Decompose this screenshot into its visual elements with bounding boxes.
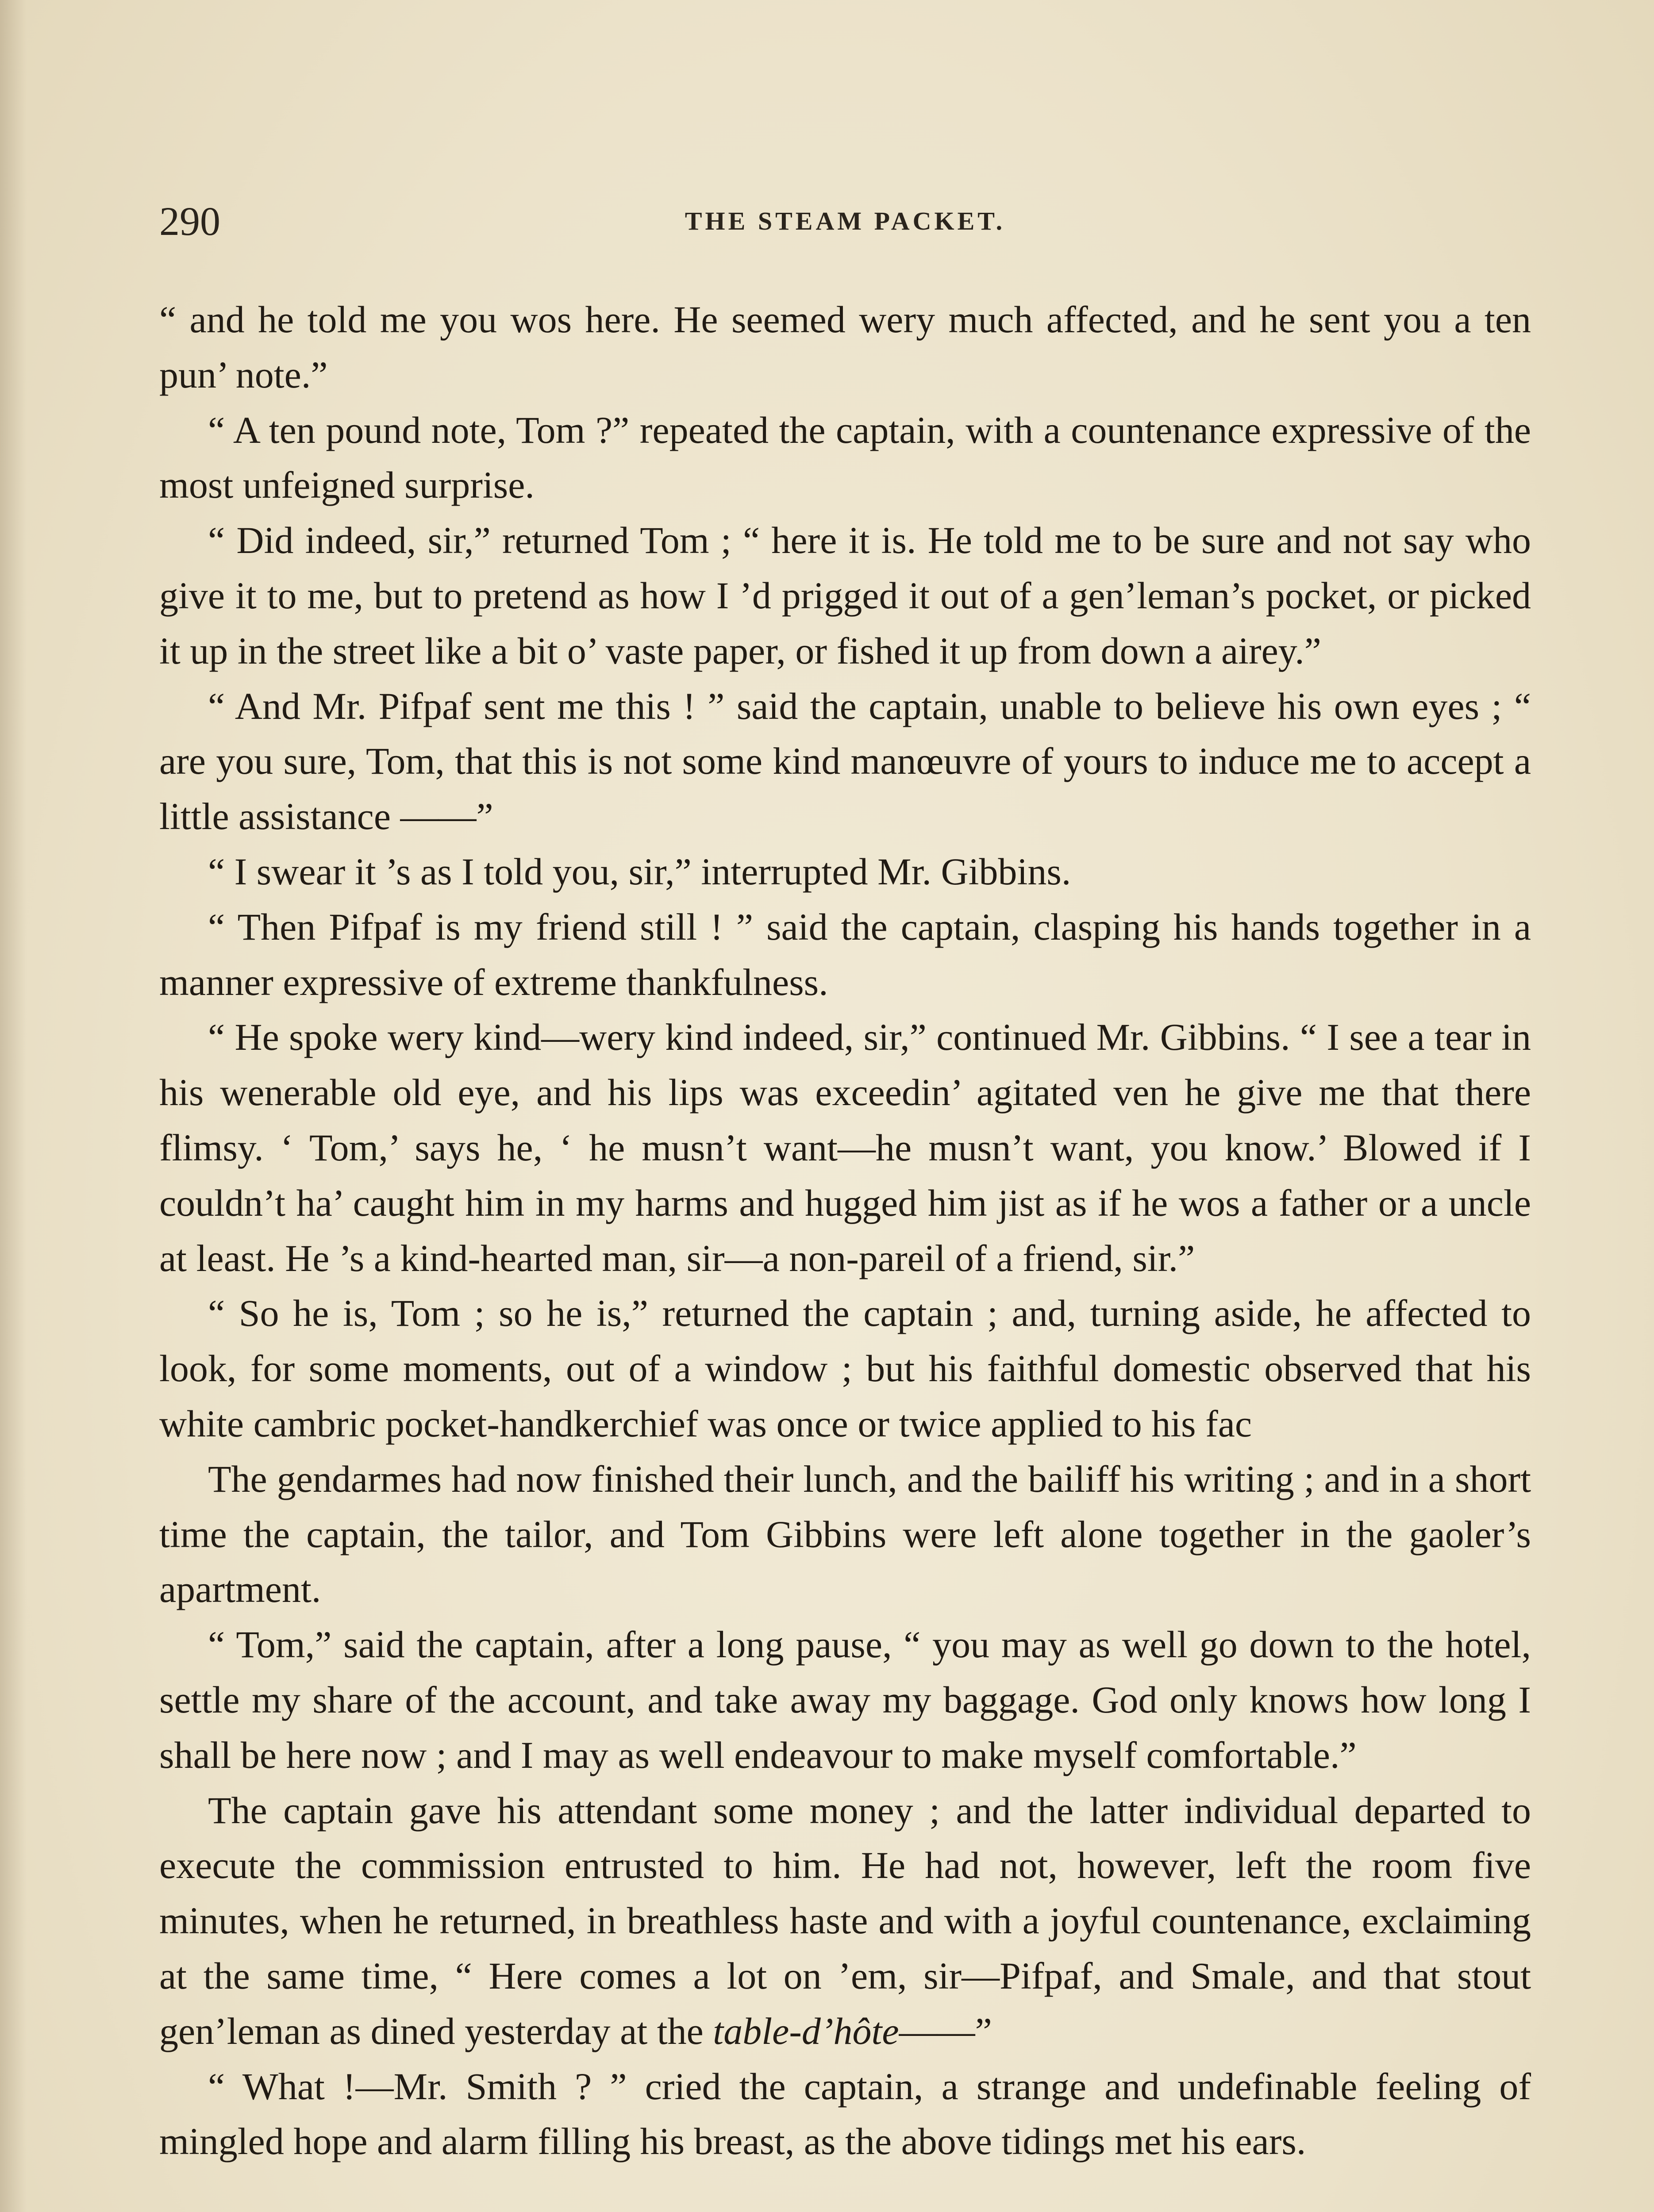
running-head [159,195,1531,248]
paragraph: “ What !—Mr. Smith ? ” cried the captain, a strange and undefinable feeling of mingled hope and alarm filling his breast, as the above tidings met his ears. [159,2065,1531,2163]
italic-phrase: table-d’hôte [713,2009,899,2052]
paragraph: “ And Mr. Pifpaf sent me this ! ” said the captain, unable to believe his own eyes ; “ are you sure, Tom, that this is not some kind manœuvre of yours to induce me to accept a little assistance ——” [159,684,1531,838]
paragraph: “ Then Pifpaf is my friend still ! ” said the captain, clasping his hands together in a manner expressive of extreme thankfulness. [159,905,1531,1003]
paragraph-text: The captain gave his attendant some money ; and the latter individual departed to execute the commission entrusted to him. He had not, however, left the room five minutes, when he returned, in breathless haste and with a joyful countenance, exclaiming at the same time, “ Here comes a lot on ’em, sir—Pifpaf, and Smale, and that stout gen’leman as dined yesterday at the [159,1789,1531,2052]
paragraph: “ So he is, Tom ; so he is,” returned the captain ; and, turning aside, he affected to look, for some moments, out of a window ; but his faithful domestic observed that his white cambric pocket-handkerchief was once or twice applied to his fac [159,1292,1531,1445]
paragraph: “ I swear it ’s as I told you, sir,” interrupted Mr. Gibbins. [208,850,1071,893]
paragraph: The gendarmes had now finished their lunch, and the bailiff his writing ; and in a short time the captain, the tailor, and Tom Gibbins were left alone together in the gaoler’s apartment. [159,1457,1531,1611]
page-edge-shadow [0,0,27,2212]
paragraph [159,1783,1531,2059]
paragraph: “ and he told me you wos here. He seemed wery much affected, and he sent you a ten pun’ note.” [159,298,1531,396]
running-title: THE STEAM PACKET. [685,207,1006,235]
paragraph: “ Tom,” said the captain, after a long pause, “ you may as well go down to the hotel, settle my share of the account, and take away my baggage. God only knows how long I shall be here now ; and I may as well endeavour to make myself comfortable.” [159,1623,1531,1776]
paragraph: “ A ten pound note, Tom ?” repeated the captain, with a countenance expressive of the most unfeigned surprise. [159,408,1531,507]
paragraph: “ He spoke wery kind—wery kind indeed, sir,” continued Mr. Gibbins. “ I see a tear in his wenerable old eye, and his lips was exceedin’ agitated ven he give me that there flimsy. ‘ Tom,’ says he, ‘ he musn’t want—he musn’t want, you know.’ Blowed if I couldn’t ha’ caught him in my harms and hugged him jist as if he wos a father or a uncle at least. He ’s a kind-hearted man, sir—a non-pareil of a friend, sir.” [159,1016,1531,1279]
dash-quote: ——” [899,2009,992,2052]
page-number: 290 [159,199,220,244]
body-text [159,292,1531,2169]
paragraph: “ Did indeed, sir,” returned Tom ; “ here it is. He told me to be sure and not say who give it to me, but to pretend as how I ’d prigged it out of a gen’leman’s pocket, or picked it up in the street like a bit o’ vaste paper, or fished it up from down a airey.” [159,519,1531,672]
